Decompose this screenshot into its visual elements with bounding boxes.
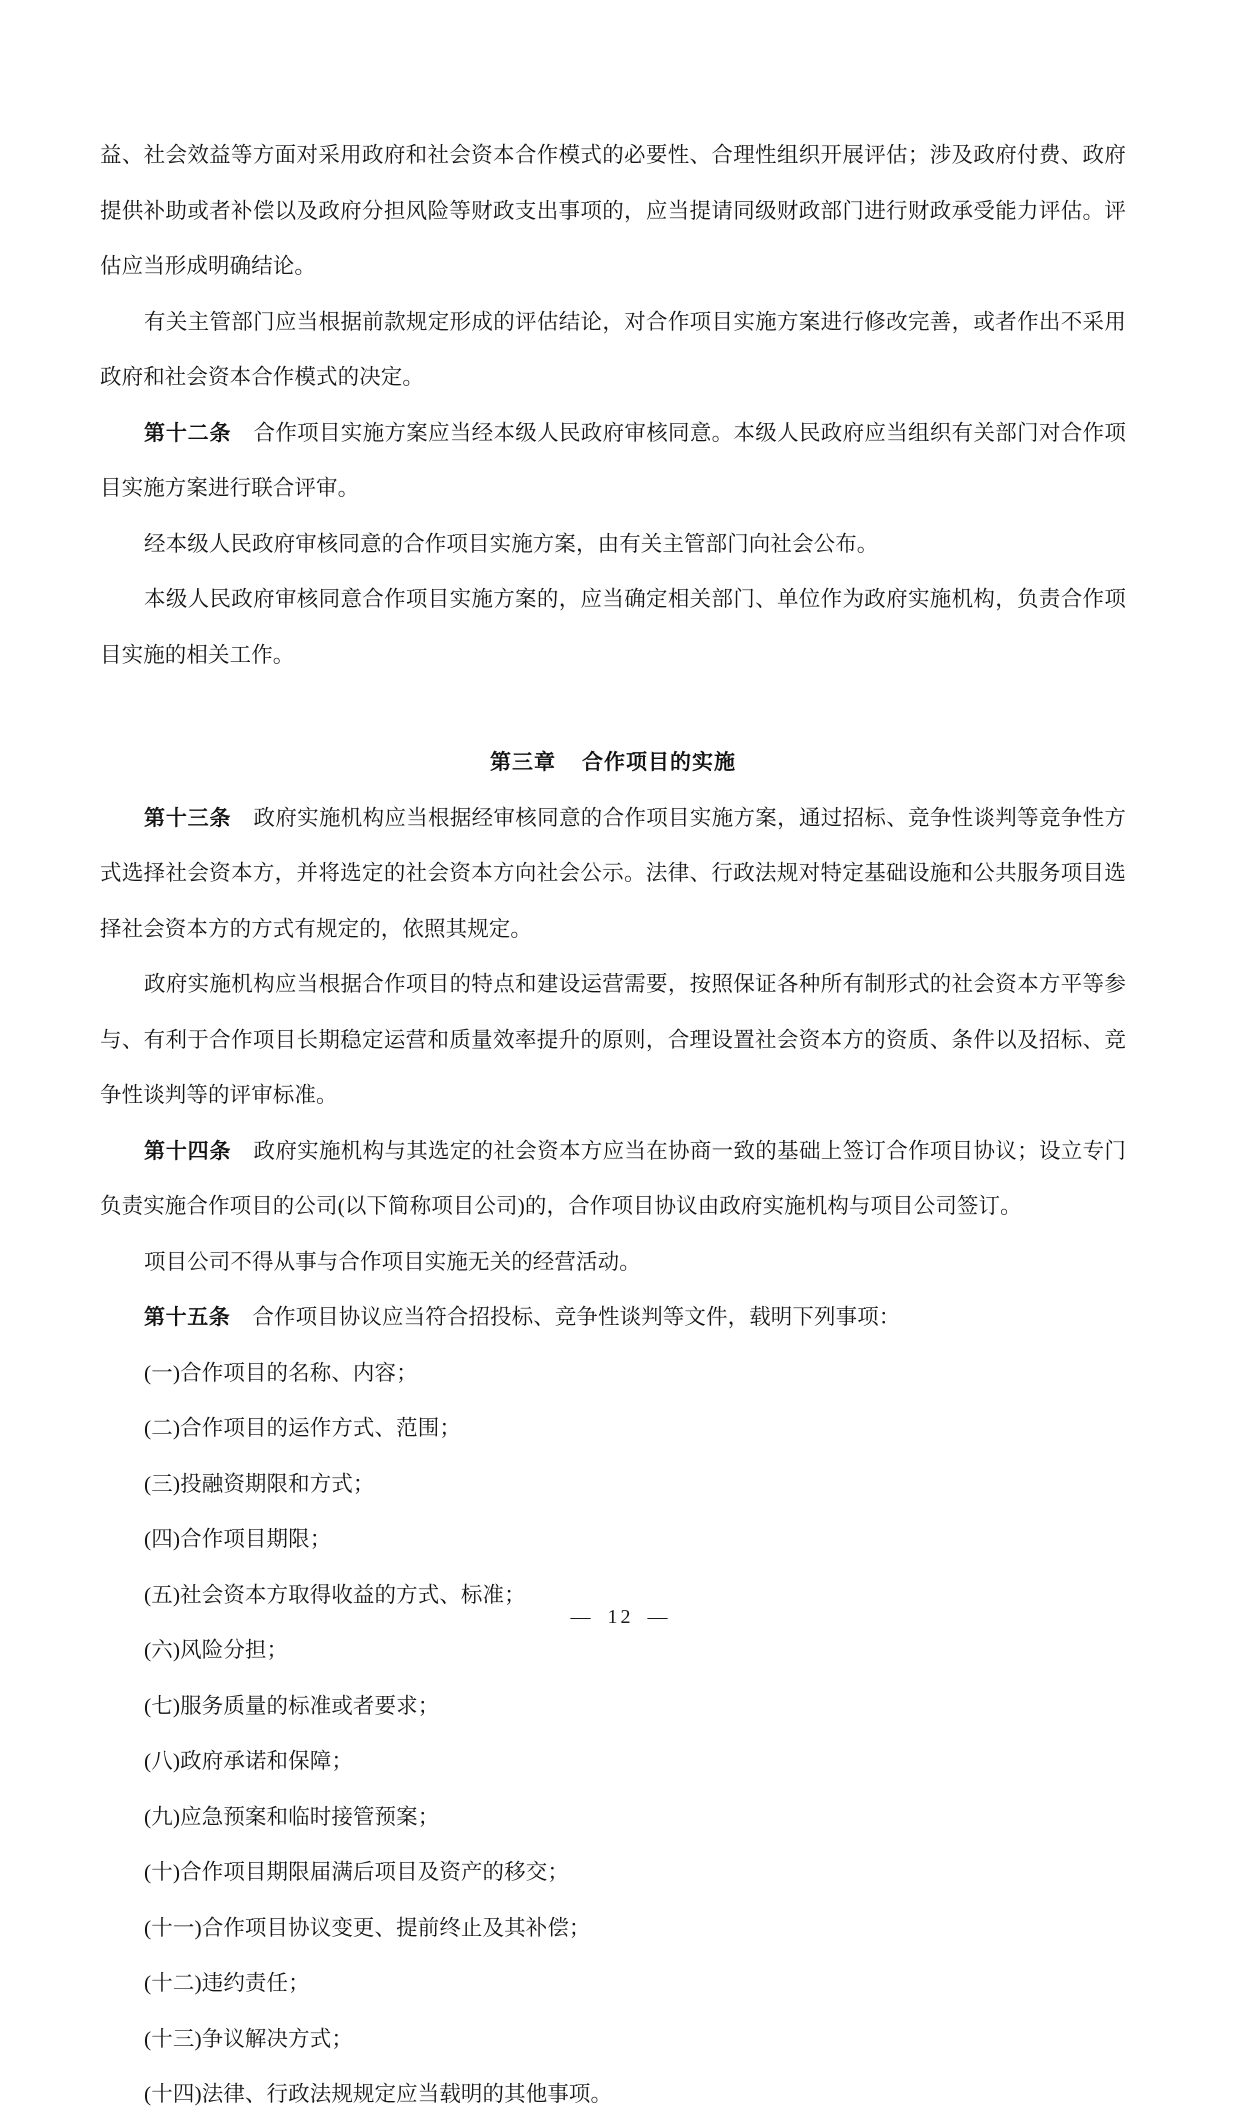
list-item: (九)应急预案和临时接管预案； — [144, 1804, 440, 1829]
article-13-text: 政府实施机构应当根据经审核同意的合作项目实施方案，通过招标、竞争性谈判等竞争性方式选择社会资本方，并将选定的社会资本方向社会公示。法律、行政法规对特定基础设施和公共服务项目选择社会资本方的方式有规定的，依照其规定。 — [100, 805, 1126, 941]
list-item: (十)合作项目期限届满后项目及资产的移交； — [144, 1860, 569, 1884]
article-15-text: 合作项目协议应当符合招投标、竞争性谈判等文件，载明下列事项： — [252, 1305, 901, 1329]
list-item: (五)社会资本方取得收益的方式、标准； — [144, 1582, 526, 1607]
footer-dash-right: — — [647, 1606, 671, 1628]
list-item: (八)政府承诺和保障； — [144, 1749, 353, 1773]
footer-dash-left: — — [570, 1606, 594, 1628]
page-number: 12 — [607, 1606, 634, 1628]
list-item: (六)风险分担； — [144, 1638, 289, 1662]
paragraph-authority-revision: 有关主管部门应当根据前款规定形成的评估结论，对合作项目实施方案进行修改完善，或者作出不采用政府和社会资本合作模式的决定。 — [100, 309, 1126, 389]
article-12-sub-2: 本级人民政府审核同意合作项目实施方案的，应当确定相关部门、单位作为政府实施机构，负责合作项目实施的相关工作。 — [100, 587, 1126, 667]
article-13 — [100, 791, 1126, 958]
article-14-sub-1: 项目公司不得从事与合作项目实施无关的经营活动。 — [144, 1249, 641, 1274]
list-item: (十一)合作项目协议变更、提前终止及其补偿； — [144, 1915, 591, 1940]
article-15-marker: 第十五条 — [144, 1305, 231, 1329]
list-item: (一)合作项目的名称、内容； — [144, 1360, 418, 1385]
article-13-marker: 第十三条 — [144, 805, 232, 830]
list-item: (十三)争议解决方式； — [144, 2026, 353, 2051]
paragraph-continued-assessment: 益、社会效益等方面对采用政府和社会资本合作模式的必要性、合理性组织开展评估；涉及政府付费、政府提供补助或者补偿以及政府分担风险等财政支出事项的，应当提请同级财政部门进行财政承受能力评估。评估应当形成明确结论。 — [100, 143, 1126, 278]
list-item: (二)合作项目的运作方式、范围； — [144, 1416, 461, 1440]
article-14-marker: 第十四条 — [144, 1138, 232, 1163]
chapter-heading-spacer — [100, 683, 1126, 735]
article-13-sub-1: 政府实施机构应当根据合作项目的特点和建设运营需要，按照保证各种所有制形式的社会资本方平等参与、有利于合作项目长期稳定运营和质量效率提升的原则，合理设置社会资本方的资质、条件以及招标、竞争性谈判等的评审标准。 — [100, 972, 1126, 1107]
chapter-heading — [100, 735, 1126, 791]
chapter-title: 合作项目的实施 — [582, 750, 736, 774]
article-15 — [100, 1290, 1126, 1346]
list-item: (四)合作项目期限； — [144, 1527, 332, 1551]
chapter-number: 第三章 — [490, 750, 556, 774]
article-12-sub-1: 经本级人民政府审核同意的合作项目实施方案，由有关主管部门向社会公布。 — [144, 531, 879, 556]
article-12-text: 合作项目实施方案应当经本级人民政府审核同意。本级人民政府应当组织有关部门对合作项目实施方案进行联合评审。 — [100, 420, 1126, 500]
page-content — [100, 128, 1126, 2123]
article-14 — [100, 1124, 1126, 1235]
list-item: (十二)违约责任； — [144, 1971, 310, 1995]
article-14-text: 政府实施机构与其选定的社会资本方应当在协商一致的基础上签订合作项目协议；设立专门负责实施合作项目的公司(以下简称项目公司)的，合作项目协议由政府实施机构与项目公司签订。 — [100, 1138, 1126, 1218]
list-item: (十四)法律、行政法规规定应当载明的其他事项。 — [144, 2082, 613, 2106]
list-item: (三)投融资期限和方式； — [144, 1471, 375, 1496]
article-12-marker: 第十二条 — [144, 420, 232, 445]
list-item: (七)服务质量的标准或者要求； — [144, 1693, 440, 1718]
article-12 — [100, 406, 1126, 517]
page-footer — [0, 1606, 1241, 1629]
